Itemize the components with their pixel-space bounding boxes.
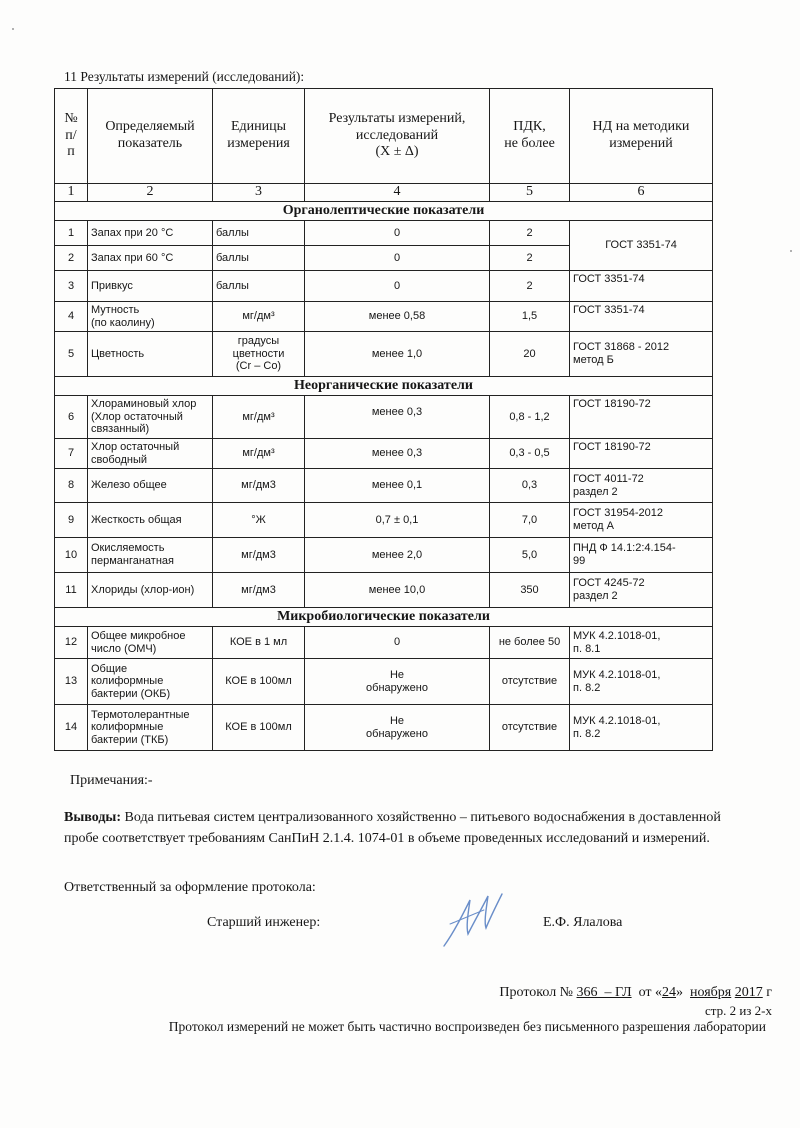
row-pdk: 5,0	[490, 538, 570, 573]
protocol-sep: »	[676, 985, 691, 1000]
row-method: ГОСТ 4245-72 раздел 2	[570, 573, 713, 608]
protocol-number: 366 – ГЛ	[576, 985, 632, 1000]
row-indicator: Общие колиформные бактерии (ОКБ)	[88, 659, 213, 705]
header-method-text: НД на методики измерений	[592, 119, 690, 151]
table-row	[55, 573, 713, 608]
group-header-inorganic	[55, 377, 713, 396]
row-indicator: Хлор остаточный свободный	[88, 439, 213, 469]
row-result: менее 2,0	[305, 538, 490, 573]
row-result: 0	[305, 246, 490, 271]
column-number: 2	[88, 184, 213, 202]
row-indicator: Термотолерантные колиформные бактерии (ТКБ)	[88, 705, 213, 751]
protocol-reference	[499, 985, 772, 1001]
row-method: МУК 4.2.1018-01, п. 8.1	[570, 627, 713, 659]
row-number: 5	[55, 332, 88, 377]
row-method: ПНД Ф 14.1:2:4.154- 99	[570, 538, 713, 573]
header-unit-text: Единицы измерения	[227, 119, 290, 151]
row-unit: КОЕ в 100мл	[213, 659, 305, 705]
table-row	[55, 627, 713, 659]
results-table	[54, 88, 713, 751]
responsible-label: Ответственный за оформление протокола:	[64, 880, 316, 895]
group-title: Неорганические показатели	[55, 377, 713, 396]
group-header-microbiological	[55, 608, 713, 627]
column-number-row	[55, 184, 713, 202]
row-unit: баллы	[213, 221, 305, 246]
row-indicator: Общее микробное число (ОМЧ)	[88, 627, 213, 659]
row-number: 12	[55, 627, 88, 659]
page-number: стр. 2 из 2-х	[704, 1003, 772, 1018]
header-result	[305, 89, 490, 184]
row-pdk: 2	[490, 246, 570, 271]
engineer-label: Старший инженер:	[207, 915, 321, 930]
table-header-row	[55, 89, 713, 184]
header-unit	[213, 89, 305, 184]
protocol-month: ноября	[690, 985, 732, 1000]
column-number: 6	[570, 184, 713, 202]
table-row	[55, 221, 713, 246]
row-unit: мг/дм3	[213, 469, 305, 503]
row-method: ГОСТ 31868 - 2012 метод Б	[570, 332, 713, 377]
row-number: 13	[55, 659, 88, 705]
row-result: 0	[305, 627, 490, 659]
row-number: 1	[55, 221, 88, 246]
protocol-from: от «	[631, 985, 663, 1000]
header-number-text: № п/ п	[64, 110, 78, 160]
notes: Примечания:-	[70, 773, 153, 788]
row-number: 7	[55, 439, 88, 469]
row-unit: баллы	[213, 271, 305, 302]
row-number: 2	[55, 246, 88, 271]
row-pdk: не более 50	[490, 627, 570, 659]
table-row	[55, 659, 713, 705]
row-number: 9	[55, 503, 88, 538]
table-row	[55, 705, 713, 751]
row-pdk: 0,3 - 0,5	[490, 439, 570, 469]
row-method: МУК 4.2.1018-01, п. 8.2	[570, 659, 713, 705]
scan-dot	[12, 28, 14, 30]
row-method: ГОСТ 3351-74	[570, 302, 713, 332]
row-pdk: отсутствие	[490, 659, 570, 705]
row-result: менее 0,3	[305, 439, 490, 469]
row-result: 0	[305, 221, 490, 246]
row-unit: мг/дм³	[213, 396, 305, 439]
signature-image	[440, 888, 506, 950]
table-row	[55, 271, 713, 302]
row-indicator: Привкус	[88, 271, 213, 302]
row-result: менее 0,3	[305, 396, 490, 439]
row-indicator: Запах при 60 °С	[88, 246, 213, 271]
section-title: 11 Результаты измерений (исследований):	[64, 69, 305, 84]
row-indicator: Хлориды (хлор-ион)	[88, 573, 213, 608]
scan-dot	[790, 250, 792, 252]
row-number: 14	[55, 705, 88, 751]
group-title: Органолептические показатели	[55, 202, 713, 221]
conclusion-text: Вода питьевая систем централизованного хозяйственно – питьевого водоснабжения в доставленной пробе соответствует требованиям СанПиН 2.1.4. 1074-01 в объеме проведенных исследований и измерений.	[64, 810, 721, 846]
row-result: Не обнаружено	[305, 705, 490, 751]
row-method: ГОСТ 18190-72	[570, 439, 713, 469]
row-number: 3	[55, 271, 88, 302]
row-pdk: 2	[490, 221, 570, 246]
row-indicator: Жесткость общая	[88, 503, 213, 538]
row-method: ГОСТ 31954-2012 метод А	[570, 503, 713, 538]
row-unit: градусы цветности (Cr – Co)	[213, 332, 305, 377]
conclusion	[64, 807, 744, 849]
table-row	[55, 469, 713, 503]
row-pdk: 0,3	[490, 469, 570, 503]
row-unit: мг/дм3	[213, 573, 305, 608]
row-result: менее 10,0	[305, 573, 490, 608]
row-method: ГОСТ 3351-74	[570, 221, 713, 271]
protocol-year: 2017	[734, 985, 763, 1000]
row-result: менее 1,0	[305, 332, 490, 377]
row-method: ГОСТ 3351-74	[570, 271, 713, 302]
table-row	[55, 332, 713, 377]
row-method: МУК 4.2.1018-01, п. 8.2	[570, 705, 713, 751]
row-pdk: 1,5	[490, 302, 570, 332]
row-pdk: 2	[490, 271, 570, 302]
table-row	[55, 302, 713, 332]
table-row	[55, 396, 713, 439]
column-number: 1	[55, 184, 88, 202]
row-number: 11	[55, 573, 88, 608]
disclaimer: Протокол измерений не может быть частично воспроизведен без письменного разрешения лаборатории	[168, 1019, 766, 1034]
row-indicator: Железо общее	[88, 469, 213, 503]
row-indicator: Хлораминовый хлор (Хлор остаточный связанный)	[88, 396, 213, 439]
row-method: ГОСТ 4011-72 раздел 2	[570, 469, 713, 503]
row-indicator: Запах при 20 °С	[88, 221, 213, 246]
row-result: 0,7 ± 0,1	[305, 503, 490, 538]
header-method	[570, 89, 713, 184]
conclusion-label: Выводы:	[64, 810, 122, 825]
row-unit: °Ж	[213, 503, 305, 538]
row-number: 10	[55, 538, 88, 573]
table-row	[55, 439, 713, 469]
group-title: Микробиологические показатели	[55, 608, 713, 627]
table-row	[55, 538, 713, 573]
column-number: 4	[305, 184, 490, 202]
row-result: менее 0,58	[305, 302, 490, 332]
row-method: ГОСТ 18190-72	[570, 396, 713, 439]
row-indicator: Мутность (по каолину)	[88, 302, 213, 332]
row-unit: КОЕ в 100мл	[213, 705, 305, 751]
header-pdk-text: ПДК, не более	[504, 119, 555, 151]
row-number: 4	[55, 302, 88, 332]
row-unit: мг/дм3	[213, 538, 305, 573]
row-unit: мг/дм³	[213, 302, 305, 332]
row-pdk: 350	[490, 573, 570, 608]
engineer-name: Е.Ф. Ялалова	[543, 915, 623, 930]
header-indicator	[88, 89, 213, 184]
header-pdk	[490, 89, 570, 184]
protocol-prefix: Протокол №	[499, 985, 577, 1000]
column-number: 3	[213, 184, 305, 202]
row-unit: КОЕ в 1 мл	[213, 627, 305, 659]
row-unit: баллы	[213, 246, 305, 271]
row-pdk: 0,8 - 1,2	[490, 396, 570, 439]
row-result: менее 0,1	[305, 469, 490, 503]
row-indicator: Цветность	[88, 332, 213, 377]
protocol-day: 24	[662, 985, 677, 1000]
row-unit: мг/дм³	[213, 439, 305, 469]
row-pdk: 7,0	[490, 503, 570, 538]
row-number: 8	[55, 469, 88, 503]
header-result-text: Результаты измерений, исследований (X ± Δ)	[328, 110, 466, 160]
header-number	[55, 89, 88, 184]
table-row	[55, 503, 713, 538]
protocol-suffix: г	[762, 985, 772, 1000]
row-indicator: Окисляемость перманганатная	[88, 538, 213, 573]
row-number: 6	[55, 396, 88, 439]
row-pdk: отсутствие	[490, 705, 570, 751]
header-indicator-text: Определяемый показатель	[105, 119, 195, 151]
column-number: 5	[490, 184, 570, 202]
row-result: 0	[305, 271, 490, 302]
group-header-organoleptic	[55, 202, 713, 221]
row-result: Не обнаружено	[305, 659, 490, 705]
row-pdk: 20	[490, 332, 570, 377]
